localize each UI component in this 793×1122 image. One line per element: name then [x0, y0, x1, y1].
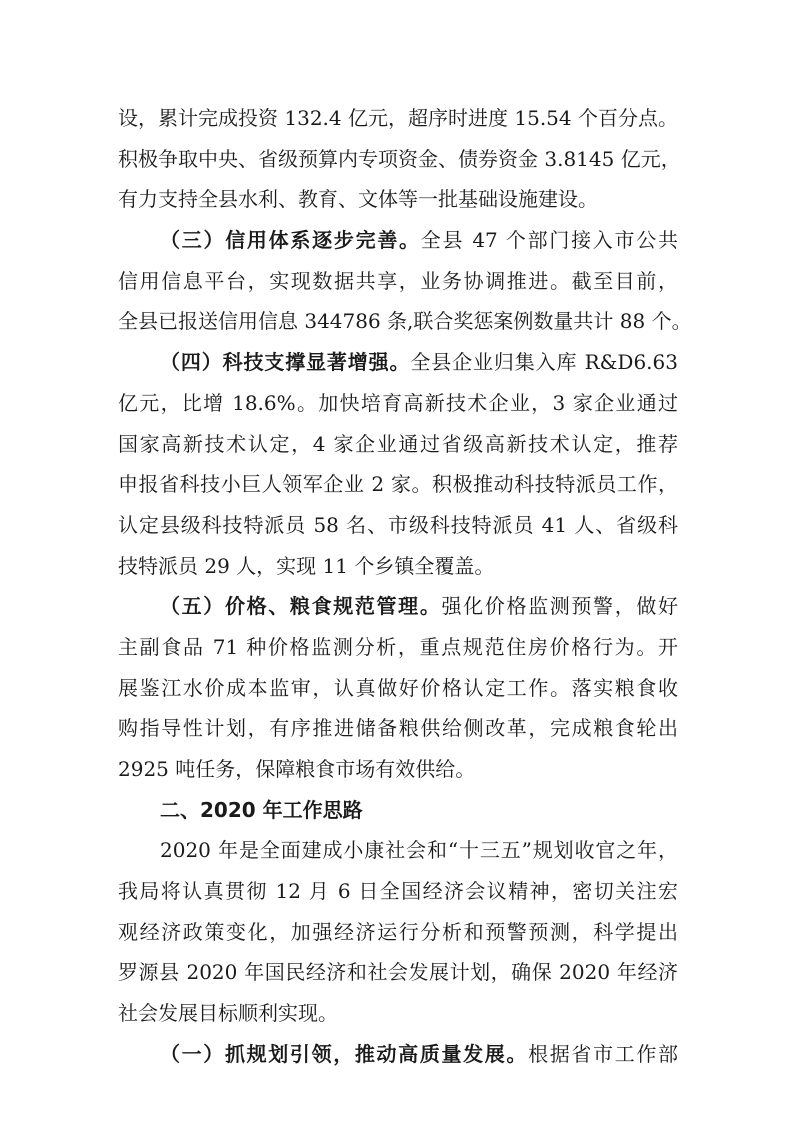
tech-paragraph-first-line	[118, 342, 678, 383]
paragraph-line: 技特派员 29 人，实现 11 个乡镇全覆盖。	[118, 553, 495, 578]
paragraph-line: 社会发展目标顺利实现。	[118, 1001, 338, 1026]
paragraph-line: 申报省科技小巨人领军企业 2 家。积极推动科技特派员工作，	[118, 472, 678, 497]
paragraph-line: 设，累计完成投资 132.4 亿元，超序时进度 15.54 个百分点。	[118, 106, 678, 130]
planning-text: 根据省市工作部	[528, 1041, 679, 1066]
section-title: 二、2020 年工作思路	[160, 797, 363, 822]
price-paragraph-first-line	[118, 586, 678, 627]
paragraph-line: 2020 年是全面建成小康社会和“十三五”规划收官之年，	[160, 838, 678, 863]
credit-text: 全县 47 个部门接入市公共	[420, 228, 678, 253]
paragraph-line: 有力支持全县水利、教育、文体等一批基础设施建设。	[118, 187, 598, 212]
credit-paragraph-first-line	[118, 220, 678, 261]
tech-text: 全县企业归集入库 R&D6.63	[410, 350, 678, 375]
price-text: 强化价格监测预警，做好	[441, 594, 679, 619]
paragraph-line: 全县已报送信用信息 344786 条,联合奖惩案例数量共计 88 个。	[118, 309, 692, 334]
paragraph-line: 观经济政策变化，加强经济运行分析和预警预测，科学提出	[118, 919, 678, 944]
paragraph-line: 我局将认真贯彻 12 月 6 日全国经济会议精神，密切关注宏	[118, 879, 678, 904]
paragraph-line: 信用信息平台，实现数据共享，业务协调推进。截至目前，	[118, 268, 678, 293]
paragraph-line: 2925 吨任务，保障粮食市场有效供给。	[118, 757, 476, 781]
credit-heading: （三）信用体系逐步完善。	[160, 228, 421, 253]
paragraph-line: 国家高新技术认定，4 家企业通过省级高新技术认定，推荐	[118, 431, 678, 456]
planning-heading: （一）抓规划引领，推动高质量发展。	[160, 1041, 529, 1066]
tech-heading: （四）科技支撑显著增强。	[160, 350, 411, 375]
paragraph-line: 购指导性计划，有序推进储备粮供给侧改革，完成粮食轮出	[118, 716, 678, 741]
paragraph-line: 主副食品 71 种价格监测分析，重点规范住房价格行为。开	[118, 634, 678, 659]
paragraph-line: 罗源县 2020 年国民经济和社会发展计划，确保 2020 年经济	[118, 960, 678, 985]
document-page	[118, 98, 692, 1075]
planning-paragraph-first-line	[118, 1034, 678, 1075]
paragraph-line: 认定县级科技特派员 58 名、市级科技特派员 41 人、省级科	[118, 512, 678, 537]
price-heading: （五）价格、粮食规范管理。	[160, 594, 442, 619]
paragraph-line: 亿元，比增 18.6%。加快培育高新技术企业，3 家企业通过	[118, 390, 678, 415]
paragraph-line: 积极争取中央、省级预算内专项资金、债券资金 3.8145 亿元，	[118, 146, 681, 171]
paragraph-line: 展鉴江水价成本监审，认真做好价格认定工作。落实粮食收	[118, 675, 678, 700]
